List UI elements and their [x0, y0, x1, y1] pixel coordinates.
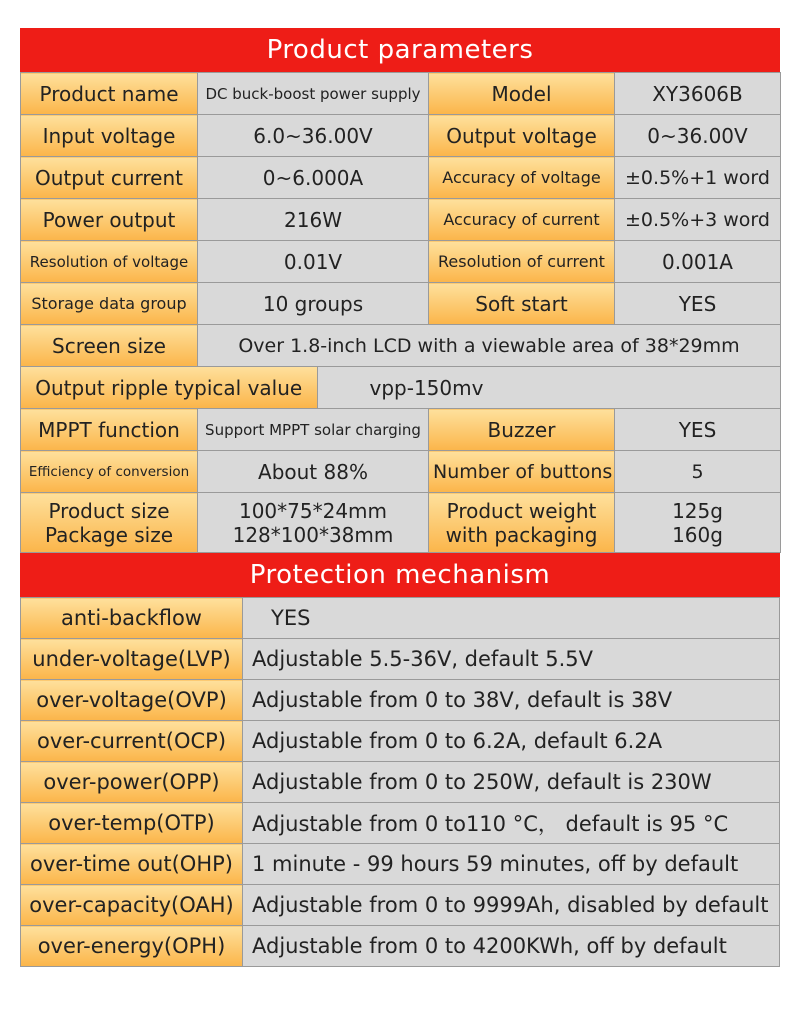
product-name-label: Product name: [21, 73, 198, 115]
table-row: [21, 885, 780, 926]
weight-labels: [429, 493, 615, 553]
protection-label: over-power(OPP): [21, 762, 243, 803]
mppt-value: Support MPPT solar charging: [198, 409, 429, 451]
input-voltage-value: 6.0~36.00V: [198, 115, 429, 157]
mppt-label: MPPT function: [21, 409, 198, 451]
table-row: [21, 844, 780, 885]
spec-sheet: [20, 28, 780, 967]
protection-value: Adjustable from 0 to 4200KWh, off by default: [243, 926, 780, 967]
accuracy-current-label: Accuracy of current: [429, 199, 615, 241]
buttons-value: 5: [615, 451, 781, 493]
protection-value: Adjustable from 0 to 250W, default is 230W: [243, 762, 780, 803]
power-output-value: 216W: [198, 199, 429, 241]
table-row: [21, 639, 780, 680]
table-row: [21, 73, 781, 115]
protection-value: Adjustable from 0 to110 °C， default is 95 °C: [243, 803, 780, 844]
efficiency-value: About 88%: [198, 451, 429, 493]
size-values: [198, 493, 429, 553]
screen-size-label: Screen size: [21, 325, 198, 367]
table-row: [21, 283, 781, 325]
weight-values: [615, 493, 781, 553]
product-parameters-table: [20, 72, 781, 553]
accuracy-voltage-value: ±0.5%+1 word: [615, 157, 781, 199]
soft-start-value: YES: [615, 283, 781, 325]
soft-start-label: Soft start: [429, 283, 615, 325]
protection-value: Adjustable from 0 to 6.2A, default 6.2A: [243, 721, 780, 762]
resolution-voltage-value: 0.01V: [198, 241, 429, 283]
table-row: [21, 241, 781, 283]
product-weight-label: Product weight: [446, 498, 597, 523]
output-current-value: 0~6.000A: [198, 157, 429, 199]
buttons-label: Number of buttons: [429, 451, 615, 493]
output-voltage-label: Output voltage: [429, 115, 615, 157]
model-label: Model: [429, 73, 615, 115]
output-voltage-value: 0~36.00V: [615, 115, 781, 157]
table-row: [21, 762, 780, 803]
protection-label: over-temp(OTP): [21, 803, 243, 844]
protection-value: 1 minute - 99 hours 59 minutes, off by default: [243, 844, 780, 885]
protection-label: over-voltage(OVP): [21, 680, 243, 721]
buzzer-value: YES: [615, 409, 781, 451]
package-size-value: 128*100*38mm: [232, 522, 394, 547]
power-output-label: Power output: [21, 199, 198, 241]
ripple-value: vpp-150mv: [317, 367, 780, 408]
table-row: [21, 493, 781, 553]
efficiency-label: Efficiency of conversion: [21, 451, 198, 493]
product-size-label: Product size: [48, 498, 170, 523]
with-packaging-label: with packaging: [445, 522, 598, 547]
protection-value: Adjustable from 0 to 9999Ah, disabled by default: [243, 885, 780, 926]
buzzer-label: Buzzer: [429, 409, 615, 451]
table-row: [21, 157, 781, 199]
with-packaging-value: 160g: [672, 522, 723, 547]
storage-label: Storage data group: [21, 283, 198, 325]
protection-label: anti-backflow: [21, 598, 243, 639]
table-row: [21, 367, 781, 409]
product-name-value: DC buck-boost power supply: [198, 73, 429, 115]
package-size-label: Package size: [44, 522, 174, 547]
table-row: [21, 721, 780, 762]
ripple-table: [21, 367, 780, 408]
protection-table: [20, 597, 780, 967]
protection-value: YES: [243, 598, 780, 639]
product-weight-value: 125g: [672, 498, 723, 523]
product-parameters-title: Product parameters: [20, 28, 780, 72]
table-row: [21, 409, 781, 451]
table-row: [21, 803, 780, 844]
table-row: [21, 199, 781, 241]
storage-value: 10 groups: [198, 283, 429, 325]
accuracy-voltage-label: Accuracy of voltage: [429, 157, 615, 199]
table-row: [21, 115, 781, 157]
protection-mechanism-title: Protection mechanism: [20, 553, 780, 597]
table-row: [21, 680, 780, 721]
protection-value: Adjustable from 0 to 38V, default is 38V: [243, 680, 780, 721]
resolution-voltage-label: Resolution of voltage: [21, 241, 198, 283]
input-voltage-label: Input voltage: [21, 115, 198, 157]
table-row: [21, 451, 781, 493]
product-size-value: 100*75*24mm: [238, 498, 388, 523]
ripple-label: Output ripple typical value: [21, 367, 317, 408]
size-labels: [21, 493, 198, 553]
table-row: [21, 926, 780, 967]
resolution-current-label: Resolution of current: [429, 241, 615, 283]
protection-label: over-energy(OPH): [21, 926, 243, 967]
protection-label: over-time out(OHP): [21, 844, 243, 885]
table-row: [21, 325, 781, 367]
accuracy-current-value: ±0.5%+3 word: [615, 199, 781, 241]
protection-value: Adjustable 5.5-36V, default 5.5V: [243, 639, 780, 680]
table-row: [21, 598, 780, 639]
ripple-row: [21, 367, 781, 409]
output-current-label: Output current: [21, 157, 198, 199]
screen-size-value: Over 1.8-inch LCD with a viewable area of 38*29mm: [198, 325, 781, 367]
resolution-current-value: 0.001A: [615, 241, 781, 283]
protection-label: over-capacity(OAH): [21, 885, 243, 926]
protection-label: under-voltage(LVP): [21, 639, 243, 680]
model-value: XY3606B: [615, 73, 781, 115]
protection-label: over-current(OCP): [21, 721, 243, 762]
